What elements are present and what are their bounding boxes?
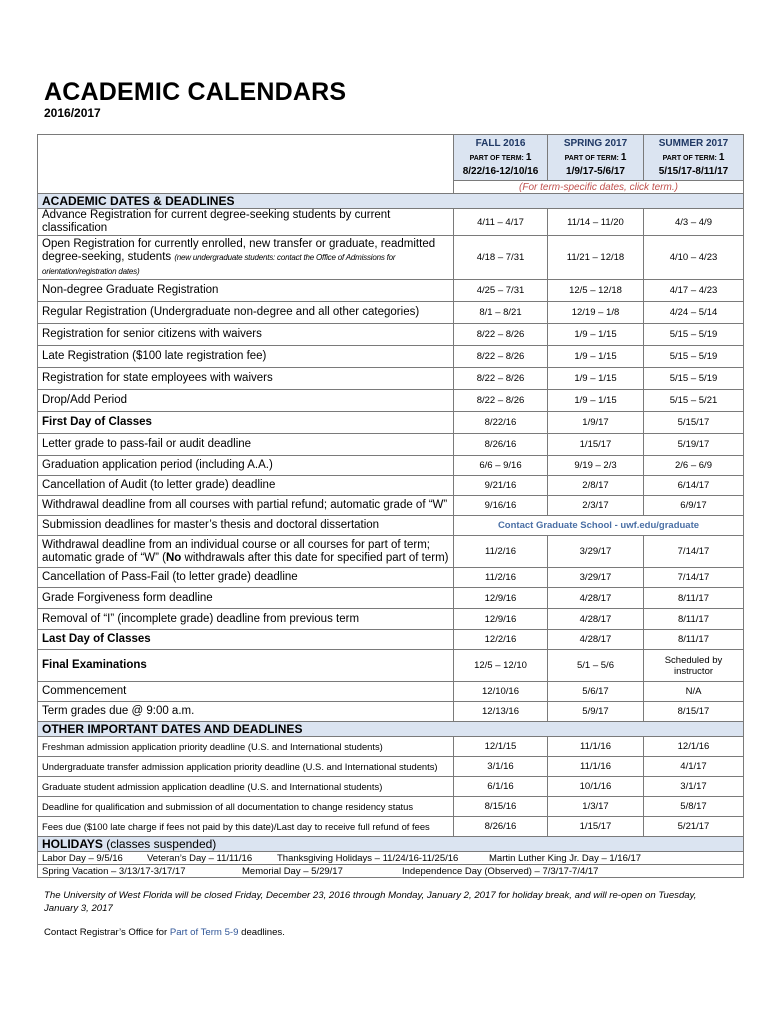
summer-value: 5/15/17	[644, 412, 744, 434]
fall-value: 4/18 – 7/31	[454, 236, 548, 280]
summer-value: 5/19/17	[644, 434, 744, 456]
table-row	[38, 476, 744, 496]
row-label: Last Day of Classes	[38, 630, 454, 650]
term-range: 1/9/17-5/6/17	[566, 166, 625, 177]
holiday-item: Thanksgiving Holidays – 11/24/16-11/25/16	[277, 852, 459, 864]
row-label: Withdrawal deadline from an individual course or all courses for part of term; automatic grade of “W” (No withdrawals after this date for specified part of term)	[38, 536, 454, 568]
summer-value: 4/3 – 4/9	[644, 209, 744, 236]
summer-value: 8/11/17	[644, 609, 744, 630]
table-row	[38, 568, 744, 588]
spring-value: 11/1/16	[548, 757, 644, 777]
term-range: 5/15/17-8/11/17	[658, 166, 729, 177]
fall-value: 9/21/16	[454, 476, 548, 496]
holiday-item: Veteran’s Day – 11/11/16	[147, 852, 253, 864]
summer-value: 5/15 – 5/19	[644, 346, 744, 368]
table-row	[38, 368, 744, 390]
row-label: Late Registration ($100 late registration fee)	[38, 346, 454, 368]
row-label: Letter grade to pass-fail or audit deadline	[38, 434, 454, 456]
fall-value: 8/15/16	[454, 797, 548, 817]
orientation-note: (new undergraduate students: contact the Office of Admissions for orientation/registration dates)	[42, 253, 396, 276]
term-part: PART OF TERM: 1	[469, 152, 532, 163]
table-row	[38, 390, 744, 412]
fall-value: 12/9/16	[454, 609, 548, 630]
table-row	[38, 609, 744, 630]
summer-value: 4/10 – 4/23	[644, 236, 744, 280]
summer-value: 5/15 – 5/19	[644, 324, 744, 346]
table-row	[38, 280, 744, 302]
summer-value: 5/8/17	[644, 797, 744, 817]
section-title: ACADEMIC DATES & DEADLINES	[38, 194, 744, 209]
table-row	[38, 797, 744, 817]
spring-value: 3/29/17	[548, 536, 644, 568]
holidays-row	[38, 852, 744, 865]
row-label: Graduation application period (including A.A.)	[38, 456, 454, 476]
holidays-line-1	[38, 852, 744, 865]
fall-value: 8/1 – 8/21	[454, 302, 548, 324]
summer-value: 8/15/17	[644, 702, 744, 722]
fall-value: 12/5 – 12/10	[454, 650, 548, 682]
row-label: Grade Forgiveness form deadline	[38, 588, 454, 609]
spring-value: 1/9 – 1/15	[548, 346, 644, 368]
spring-value: 11/21 – 12/18	[548, 236, 644, 280]
spring-value: 1/9/17	[548, 412, 644, 434]
table-row	[38, 650, 744, 682]
term-name: FALL 2016	[475, 138, 526, 149]
row-label: Registration for senior citizens with waivers	[38, 324, 454, 346]
spring-value: 5/1 – 5/6	[548, 650, 644, 682]
holiday-item: Memorial Day – 5/29/17	[242, 865, 343, 877]
holidays-row	[38, 865, 744, 878]
row-label: Deadline for qualification and submission of all documentation to change residency status	[38, 797, 454, 817]
row-label: Cancellation of Audit (to letter grade) deadline	[38, 476, 454, 496]
fall-value: 8/22/16	[454, 412, 548, 434]
table-row	[38, 536, 744, 568]
spring-value: 2/3/17	[548, 496, 644, 516]
summer-value: 6/14/17	[644, 476, 744, 496]
fall-value: 12/2/16	[454, 630, 548, 650]
row-label: Term grades due @ 9:00 a.m.	[38, 702, 454, 722]
academic-calendar-table	[37, 134, 744, 878]
spring-value: 4/28/17	[548, 630, 644, 650]
table-row	[38, 516, 744, 536]
fall-value: 8/26/16	[454, 817, 548, 837]
table-row	[38, 588, 744, 609]
table-row	[38, 702, 744, 722]
closure-notice: The University of West Florida will be closed Friday, December 23, 2016 through Monday, January 2, 2017 for holiday break, and will re-open on Tuesday, January 3, 2017	[44, 890, 697, 914]
spring-value: 11/14 – 11/20	[548, 209, 644, 236]
part-of-term-link[interactable]: Part of Term 5-9	[169, 927, 239, 938]
term-name: SUMMER 2017	[658, 138, 729, 149]
spring-value: 1/3/17	[548, 797, 644, 817]
spring-value: 4/28/17	[548, 609, 644, 630]
row-label: Regular Registration (Undergraduate non-degree and all other categories)	[38, 302, 454, 324]
fall-value: 6/6 – 9/16	[454, 456, 548, 476]
holidays-title: HOLIDAYS (classes suspended)	[38, 837, 744, 852]
spring-value: 12/5 – 12/18	[548, 280, 644, 302]
header-blank-cell	[38, 135, 454, 181]
table-row	[38, 757, 744, 777]
summer-value: 6/9/17	[644, 496, 744, 516]
holiday-item: Spring Vacation – 3/13/17-3/17/17	[42, 865, 186, 877]
row-label: Open Registration for currently enrolled, new transfer or graduate, readmitted degree-seeking, students (new undergraduate students: contact the Office of Admissions for orientation/registration dates)	[38, 236, 454, 280]
holidays-line-2	[38, 865, 744, 878]
term-name: SPRING 2017	[563, 138, 628, 149]
fall-value: 12/13/16	[454, 702, 548, 722]
summer-value: 8/11/17	[644, 630, 744, 650]
holidays-header	[38, 837, 744, 852]
row-label: First Day of Classes	[38, 412, 454, 434]
row-label: Submission deadlines for master’s thesis and doctoral dissertation	[38, 516, 454, 536]
table-row	[38, 236, 744, 280]
summer-value: 7/14/17	[644, 536, 744, 568]
fall-value: 8/22 – 8/26	[454, 390, 548, 412]
row-label: Removal of “I” (incomplete grade) deadline from previous term	[38, 609, 454, 630]
row-label: Final Examinations	[38, 650, 454, 682]
summer-value: 5/21/17	[644, 817, 744, 837]
fall-value: 8/22 – 8/26	[454, 324, 548, 346]
fall-value: 3/1/16	[454, 757, 548, 777]
summer-value: 2/6 – 6/9	[644, 456, 744, 476]
fall-value: 11/2/16	[454, 536, 548, 568]
row-label: Fees due ($100 late charge if fees not paid by this date)/Last day to receive full refund of fees	[38, 817, 454, 837]
spring-value: 11/1/16	[548, 737, 644, 757]
summer-value: 4/17 – 4/23	[644, 280, 744, 302]
section-header	[38, 194, 744, 209]
row-label: Withdrawal deadline from all courses with partial refund; automatic grade of “W”	[38, 496, 454, 516]
fall-value: 12/1/15	[454, 737, 548, 757]
summer-value: Scheduled by instructor	[644, 650, 744, 682]
spring-value: 10/1/16	[548, 777, 644, 797]
term-part: PART OF TERM: 1	[564, 152, 627, 163]
summer-value: 7/14/17	[644, 568, 744, 588]
spring-value: 1/9 – 1/15	[548, 390, 644, 412]
term-spring-2017[interactable]	[548, 135, 644, 181]
term-header-row	[38, 135, 744, 181]
fall-value: 9/16/16	[454, 496, 548, 516]
term-range: 8/22/16-12/10/16	[462, 166, 539, 177]
row-label: Freshman admission application priority deadline (U.S. and International students)	[38, 737, 454, 757]
table-row	[38, 496, 744, 516]
row-label: Drop/Add Period	[38, 390, 454, 412]
fall-value: 12/10/16	[454, 682, 548, 702]
fall-value: 4/11 – 4/17	[454, 209, 548, 236]
note-blank-cell	[38, 181, 454, 194]
section-header	[38, 722, 744, 737]
fall-value: 8/26/16	[454, 434, 548, 456]
row-label: Cancellation of Pass-Fail (to letter grade) deadline	[38, 568, 454, 588]
row-label: Graduate student admission application deadline (U.S. and International students)	[38, 777, 454, 797]
row-label: Non-degree Graduate Registration	[38, 280, 454, 302]
term-specific-dates-link[interactable]: (For term-specific dates, click term.)	[454, 181, 744, 194]
spring-value: 9/19 – 2/3	[548, 456, 644, 476]
table-row	[38, 817, 744, 837]
spring-value: 1/15/17	[548, 817, 644, 837]
holiday-item: Independence Day (Observed) – 7/3/17-7/4/17	[402, 865, 599, 877]
registrar-contact: Contact Registrar’s Office for Part of Term 5-9 deadlines.	[44, 927, 285, 938]
summer-value: 4/1/17	[644, 757, 744, 777]
fall-value: 8/22 – 8/26	[454, 346, 548, 368]
summer-value: 12/1/16	[644, 737, 744, 757]
spring-value: 2/8/17	[548, 476, 644, 496]
fall-value: 6/1/16	[454, 777, 548, 797]
section-title: OTHER IMPORTANT DATES AND DEADLINES	[38, 722, 744, 737]
term-summer-2017[interactable]	[644, 135, 744, 181]
summer-value: 4/24 – 5/14	[644, 302, 744, 324]
table-row	[38, 682, 744, 702]
spring-value: 4/28/17	[548, 588, 644, 609]
fall-value: 4/25 – 7/31	[454, 280, 548, 302]
table-row	[38, 412, 744, 434]
table-row	[38, 630, 744, 650]
holiday-item: Labor Day – 9/5/16	[42, 852, 123, 864]
term-fall-2016[interactable]	[454, 135, 548, 181]
spring-value: 5/6/17	[548, 682, 644, 702]
table-row	[38, 302, 744, 324]
row-label: Registration for state employees with waivers	[38, 368, 454, 390]
table-row	[38, 777, 744, 797]
row-label: Advance Registration for current degree-seeking students by current classification	[38, 209, 454, 236]
term-note-row	[38, 181, 744, 194]
summer-value: 5/15 – 5/19	[644, 368, 744, 390]
table-row	[38, 209, 744, 236]
spring-value: 12/19 – 1/8	[548, 302, 644, 324]
spring-value: 5/9/17	[548, 702, 644, 722]
term-part: PART OF TERM: 1	[662, 152, 725, 163]
fall-value: 11/2/16	[454, 568, 548, 588]
spring-value: 1/9 – 1/15	[548, 324, 644, 346]
table-row	[38, 434, 744, 456]
row-label: Commencement	[38, 682, 454, 702]
table-row	[38, 456, 744, 476]
summer-value: 3/1/17	[644, 777, 744, 797]
spring-value: 1/15/17	[548, 434, 644, 456]
spring-value: 3/29/17	[548, 568, 644, 588]
summer-value: 5/15 – 5/21	[644, 390, 744, 412]
spring-value: 1/9 – 1/15	[548, 368, 644, 390]
academic-year: 2016/2017	[44, 106, 101, 120]
holiday-item: Martin Luther King Jr. Day – 1/16/17	[489, 852, 642, 864]
summer-value: 8/11/17	[644, 588, 744, 609]
page-title: ACADEMIC CALENDARS	[44, 78, 347, 106]
table-row	[38, 324, 744, 346]
fall-value: 8/22 – 8/26	[454, 368, 548, 390]
graduate-school-contact-link[interactable]: Contact Graduate School - uwf.edu/graduate	[454, 516, 744, 536]
table-row	[38, 737, 744, 757]
row-label: Undergraduate transfer admission application priority deadline (U.S. and International students)	[38, 757, 454, 777]
fall-value: 12/9/16	[454, 588, 548, 609]
summer-value: N/A	[644, 682, 744, 702]
table-row	[38, 346, 744, 368]
